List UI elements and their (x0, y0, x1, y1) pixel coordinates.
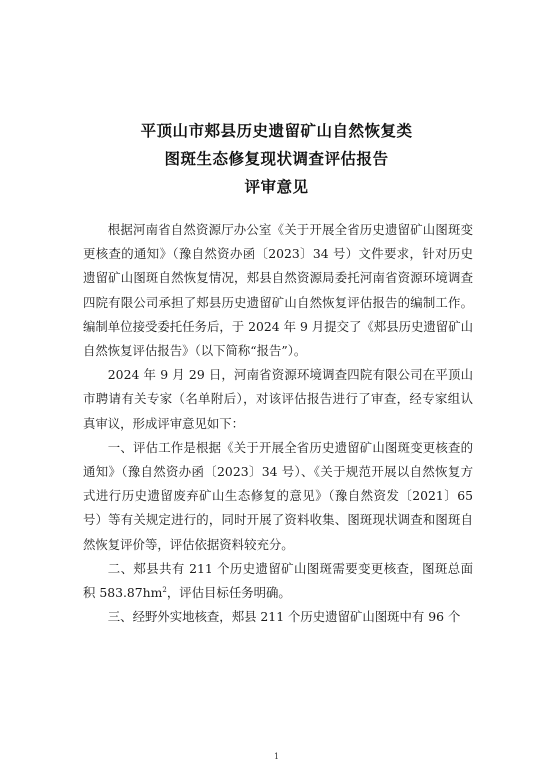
paragraph-opinion-3: 三、经野外实地核查，郏县 211 个历史遗留矿山图斑中有 96 个 (107, 609, 461, 625)
area-unit-superscript: 2 (162, 585, 167, 594)
paragraph-review-meeting: 2024 年 9 月 29 日，河南省资源环境调查四院有限公司在平顶山市聘请有关专家（名单附后），对该评估报告进行了审查，经专家组认真审议，形成评审意见如下： (83, 367, 473, 431)
title-line-3: 评审意见 (244, 178, 309, 196)
paragraph-opinion-1: 一、评估工作是根据《关于开展全省历史遗留矿山图斑变更核查的通知》（豫自然资办函〔2023〕34 号）、《关于规范开展以自然恢复方式进行历史遗留废弃矿山生态修复的意见》（豫自然资发〔2021〕65 号）等有关规定进行的，同时开展了资料收集、图斑现状调查和图斑自然恢复评价等，评估依据资料较充分。 (83, 439, 473, 552)
document-body (83, 218, 473, 629)
paragraph-background: 根据河南省自然资源厅办公室《关于开展全省历史遗留矿山图斑变更核查的通知》（豫自然资办函〔2023〕34 号）文件要求，针对历史遗留矿山图斑自然恢复情况，郏县自然资源局委托河南省资源环境调查四院有限公司承担了郏县历史遗留矿山自然恢复评估报告的编制工作。编制单位接受委托任务后，于 2024 年 9 月提交了《郏县历史遗留矿山自然恢复评估报告》（以下简称“报告”）。 (83, 222, 473, 359)
page-number: 1 (273, 752, 280, 761)
title-line-2: 图斑生态修复现状调查评估报告 (164, 150, 389, 168)
title-line-1: 平顶山市郏县历史遗留矿山自然恢复类 (140, 122, 413, 140)
opinion-2-text-end: ，评估目标任务明确。 (166, 585, 291, 601)
paragraph-opinion-2 (83, 557, 473, 605)
document-title (0, 117, 553, 201)
opinion-2-text: 二、郏县共有 211 个历史遗留矿山图斑需要变更核查，图斑总面积 583.87hm (83, 560, 473, 601)
